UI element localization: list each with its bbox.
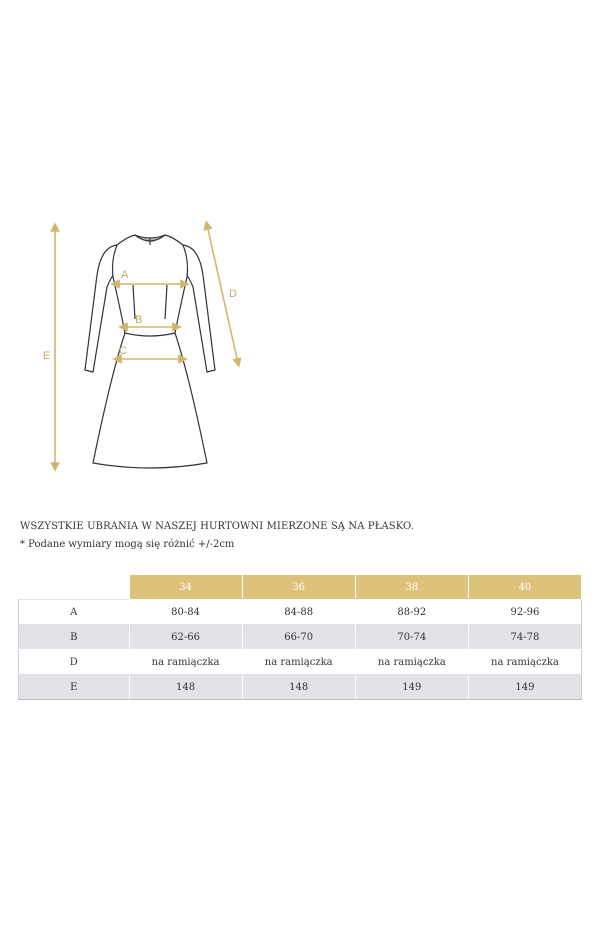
row-label: A: [19, 600, 130, 625]
size-column-header: 36: [242, 575, 355, 600]
label-b: B: [135, 314, 143, 326]
size-column-header: 34: [129, 575, 242, 600]
table-cell: 66-70: [242, 625, 355, 650]
table-cell: 74-78: [468, 625, 581, 650]
tolerance-note: * Podane wymiary mogą się różnić +/-2cm: [20, 539, 235, 550]
table-cell: na ramiączka: [129, 650, 242, 675]
row-label: D: [19, 650, 130, 675]
table-cell: 149: [355, 675, 468, 700]
size-table: [18, 574, 582, 700]
header-blank-cell: [19, 575, 130, 600]
table-cell: na ramiączka: [355, 650, 468, 675]
table-cell: 80-84: [129, 600, 242, 625]
table-row: [19, 625, 582, 650]
label-d: D: [229, 288, 237, 300]
label-c: C: [119, 345, 127, 357]
measurement-note: WSZYSTKIE UBRANIA W NASZEJ HURTOWNI MIERZONE SĄ NA PŁASKO.: [20, 521, 415, 532]
label-a: A: [121, 269, 129, 281]
table-cell: na ramiączka: [242, 650, 355, 675]
table-cell: 62-66: [129, 625, 242, 650]
row-label: B: [19, 625, 130, 650]
table-cell: 148: [129, 675, 242, 700]
table-row: [19, 600, 582, 625]
table-cell: 88-92: [355, 600, 468, 625]
table-row: [19, 650, 582, 675]
size-header-row: [19, 575, 582, 600]
table-cell: 92-96: [468, 600, 581, 625]
table-cell: 148: [242, 675, 355, 700]
dress-outline: [85, 235, 215, 468]
table-cell: na ramiączka: [468, 650, 581, 675]
table-cell: 84-88: [242, 600, 355, 625]
label-e: E: [43, 350, 51, 362]
size-column-header: 40: [468, 575, 581, 600]
table-cell: 149: [468, 675, 581, 700]
table-cell: 70-74: [355, 625, 468, 650]
dress-measurement-diagram: [35, 215, 265, 485]
size-column-header: 38: [355, 575, 468, 600]
row-label: E: [19, 675, 130, 700]
table-row: [19, 675, 582, 700]
